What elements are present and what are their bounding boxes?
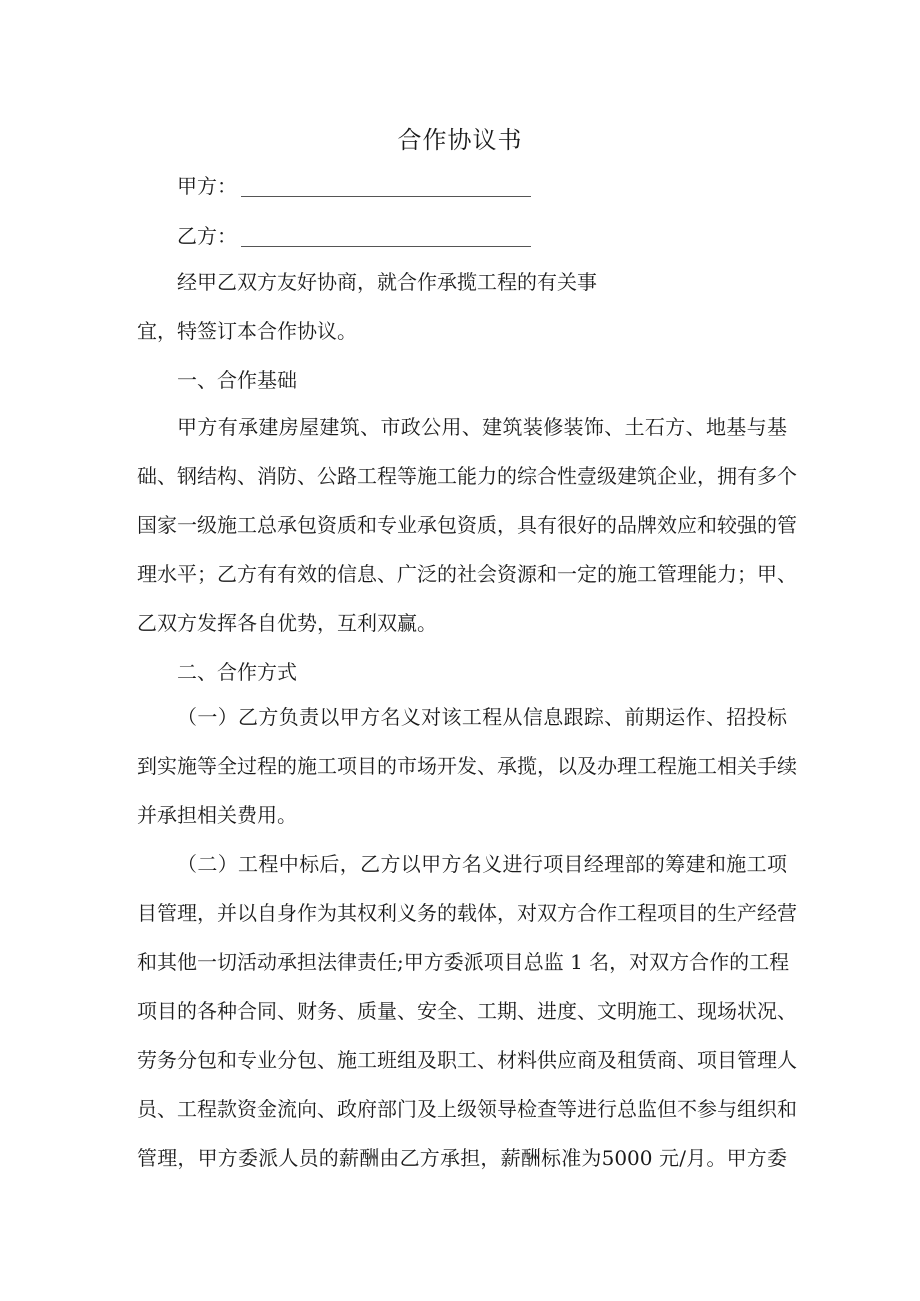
clause2-line-6: 员、工程款资金流向、政府部门及上级领导检查等进行总监但不参与组织和 <box>137 1097 797 1121</box>
intro-line-2: 宜，特签订本合作协议。 <box>137 319 357 343</box>
clause2-line-7: 管理，甲方委派人员的薪酬由乙方承担，薪酬标准为5000 元/月。甲方委 <box>137 1146 787 1170</box>
clause1-line-1: （一）乙方负责以甲方名义对该工程从信息跟踪、前期运作、招投标 <box>177 705 787 729</box>
clause2-line-5: 劳务分包和专业分包、施工班组及职工、材料供应商及租赁商、项目管理人 <box>137 1048 797 1072</box>
clause1-line-3: 并承担相关费用。 <box>137 803 297 827</box>
section1-line-1: 甲方有承建房屋建筑、市政公用、建筑装修装饰、土石方、地基与基 <box>177 415 787 439</box>
section1-line-3: 国家一级施工总承包资质和专业承包资质，具有很好的品牌效应和较强的管 <box>137 513 797 537</box>
section1-line-4: 理水平；乙方有有效的信息、广泛的社会资源和一定的施工管理能力；甲、 <box>137 562 797 586</box>
clause2-line-2: 目管理，并以自身作为其权利义务的载体，对双方合作工程项目的生产经营 <box>137 901 797 925</box>
section1-heading: 一、合作基础 <box>177 368 297 392</box>
party-b-line <box>177 222 531 250</box>
clause1-line-2: 到实施等全过程的施工项目的市场开发、承揽，以及办理工程施工相关手续 <box>137 754 797 778</box>
party-b-blank <box>241 226 531 247</box>
party-a-line <box>177 172 531 200</box>
clause2-line-3: 和其他一切活动承担法律责任;甲方委派项目总监 1 名，对双方合作的工程 <box>137 950 790 974</box>
section2-heading: 二、合作方式 <box>177 660 297 684</box>
party-b-label: 乙方： <box>177 224 237 248</box>
party-a-label: 甲方： <box>177 174 237 198</box>
clause2-line-4: 项目的各种合同、财务、质量、安全、工期、进度、文明施工、现场状况、 <box>137 999 797 1023</box>
section1-line-5: 乙双方发挥各自优势，互利双赢。 <box>137 611 437 635</box>
clause2-line-1: （二）工程中标后，乙方以甲方名义进行项目经理部的筹建和施工项 <box>177 852 787 876</box>
document-title: 合作协议书 <box>397 126 523 154</box>
section1-line-2: 础、钢结构、消防、公路工程等施工能力的综合性壹级建筑企业，拥有多个 <box>137 464 797 488</box>
intro-line-1: 经甲乙双方友好协商，就合作承揽工程的有关事 <box>177 270 597 294</box>
party-a-blank <box>241 176 531 197</box>
